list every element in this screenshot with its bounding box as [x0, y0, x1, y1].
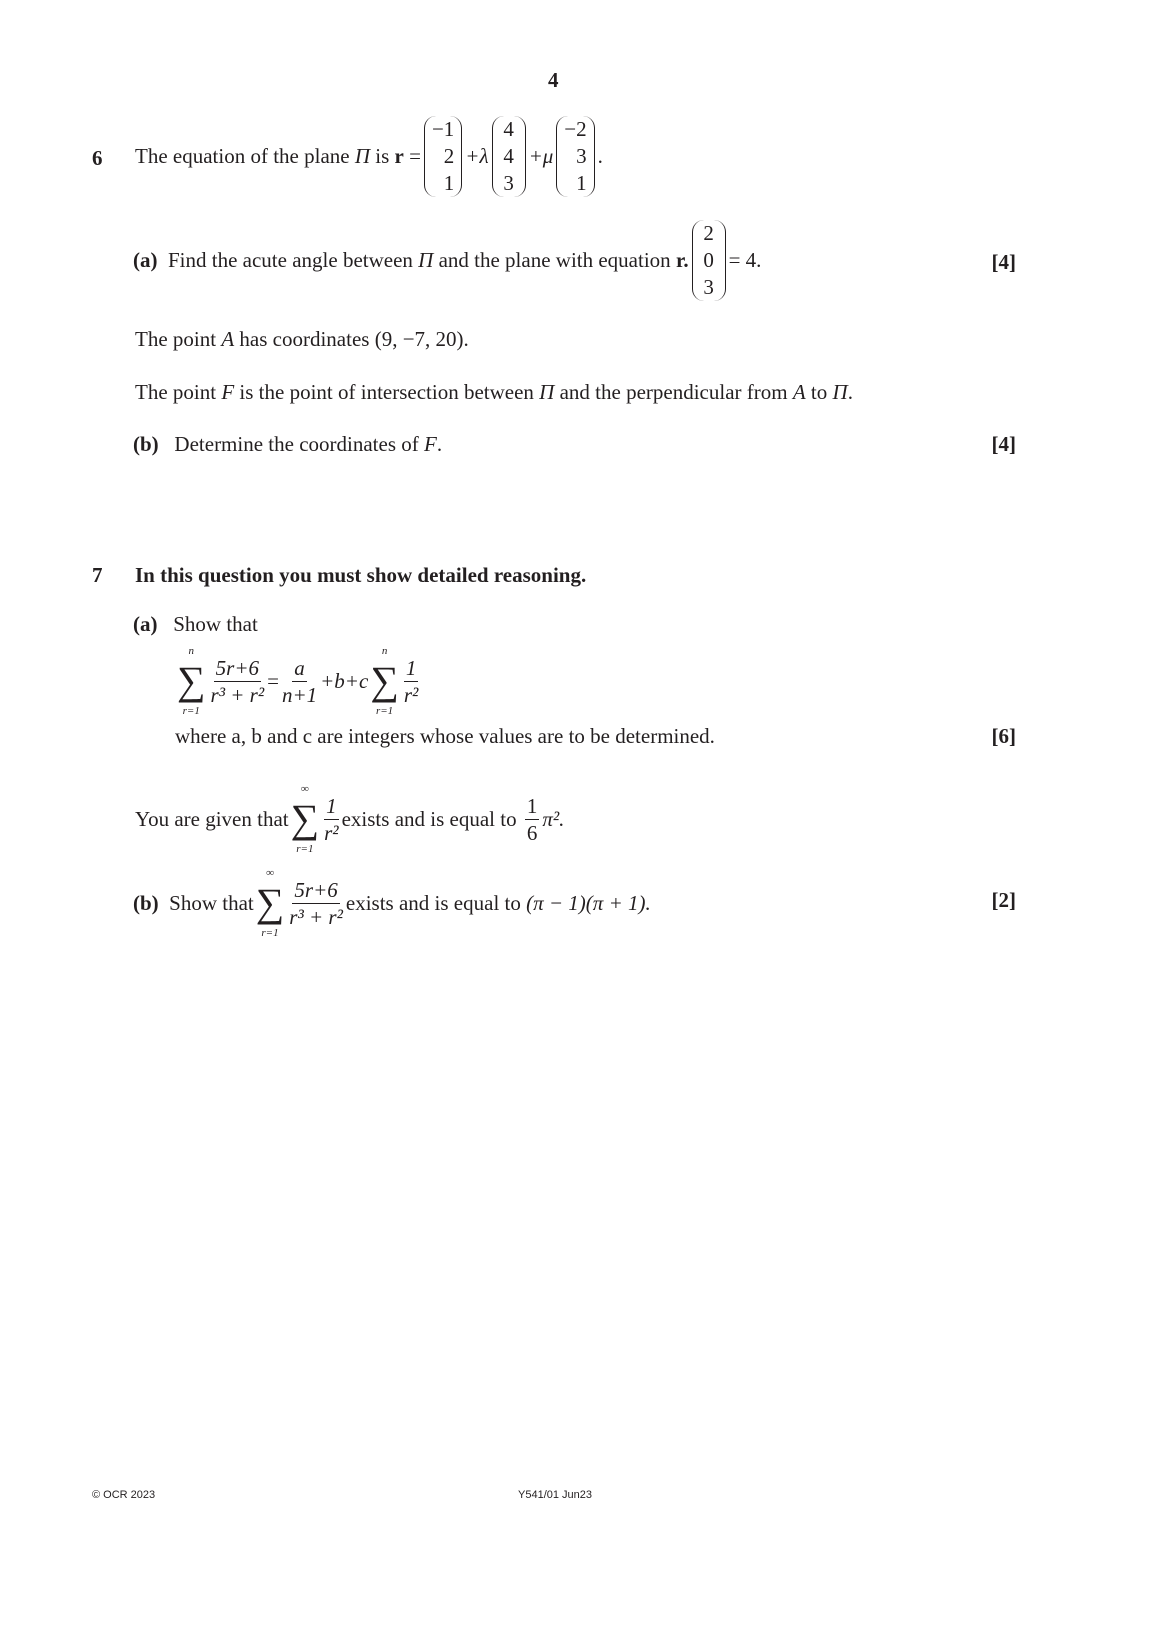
footer-paper-code: Y541/01 Jun23: [518, 1489, 593, 1501]
fraction: $\frac{5r+6}{\text{r³ + r²}}$: [210, 655, 265, 707]
sum-symbol: ∞ ∑ r=1: [255, 867, 285, 939]
q6b: (b) Determine the coordinates of F.: [133, 432, 443, 456]
q6a-text: Find the acute angle between: [168, 248, 413, 272]
r-vector: r: [394, 144, 404, 168]
plane-symbol: Π: [418, 248, 434, 272]
fraction: $\frac{1}{\text{r²}}$: [324, 793, 339, 845]
marks-q7b: [2]: [991, 888, 1016, 912]
plane-symbol: Π: [354, 144, 371, 168]
position-vector: −1 2 1: [424, 116, 462, 197]
point-f-statement: The point F is the point of intersection between Π and the perpendicular from A to Π.: [135, 380, 853, 404]
part-label: (a): [133, 248, 158, 272]
q6a-rhs: = 4.: [728, 248, 762, 272]
q7a-where: where a, b and c are integers whose values are to be determined.: [175, 724, 715, 748]
equals: =: [409, 144, 421, 168]
direction-vector-1: 4 4 3: [492, 116, 526, 197]
q6-intro: The equation of the plane: [135, 144, 350, 168]
plus-lambda: +λ: [465, 144, 489, 168]
sum-symbol: n ∑ r=1: [177, 645, 206, 717]
q6-is: is: [375, 144, 390, 168]
fraction: $\frac{a}{n+1}$: [281, 655, 318, 707]
q7a-label: (a) Show that: [133, 612, 258, 636]
fraction: $\frac{5r+6}{\text{r³ + r²}}$: [289, 877, 343, 929]
q7a-identity: n ∑ r=1 $\frac{5r+6}{\text{r³ + r²}}$ = $\frac{a}{n+1}$ +b+c n ∑ r=1 $\frac{1}{\text{r²}}$: [177, 645, 419, 717]
q7b: (b) Show that ∞ ∑ r=1 $\frac{5r+6}{\text{r³ + r²}}$ exists and is equal to (π − 1)(π + 1).: [133, 867, 651, 939]
point-a-statement: The point A has coordinates (9, −7, 20).: [135, 327, 469, 351]
fraction: $\frac{1}{6}$: [526, 793, 538, 845]
direction-vector-2: −2 3 1: [556, 116, 594, 197]
question-6-number: 6: [92, 146, 103, 170]
r-dot: r.: [675, 248, 689, 272]
question-7-number: 7: [92, 563, 103, 587]
marks-q7a: [6]: [991, 724, 1016, 748]
q6-plane-equation: [135, 116, 603, 197]
page-number: 4: [548, 68, 559, 92]
q7-heading: In this question you must show detailed reasoning.: [135, 563, 587, 587]
q6a-text2: and the plane with equation: [438, 248, 671, 272]
q6a: [133, 220, 761, 301]
plus-mu: +μ: [528, 144, 554, 168]
normal-vector: 2 0 3: [692, 220, 726, 301]
fraction: $\frac{1}{\text{r²}}$: [403, 655, 419, 707]
given-statement: You are given that ∞ ∑ r=1 $\frac{1}{\text{r²}}$ exists and is equal to $\frac{1}{6}$ π².: [135, 783, 565, 855]
period: .: [597, 144, 603, 168]
marks-q6b: [4]: [991, 432, 1016, 456]
sum-symbol: n ∑ r=1: [370, 645, 399, 717]
sum-symbol: ∞ ∑ r=1: [290, 783, 320, 855]
marks-q6a: [4]: [991, 250, 1016, 274]
footer-copyright: © OCR 2023: [92, 1489, 156, 1501]
